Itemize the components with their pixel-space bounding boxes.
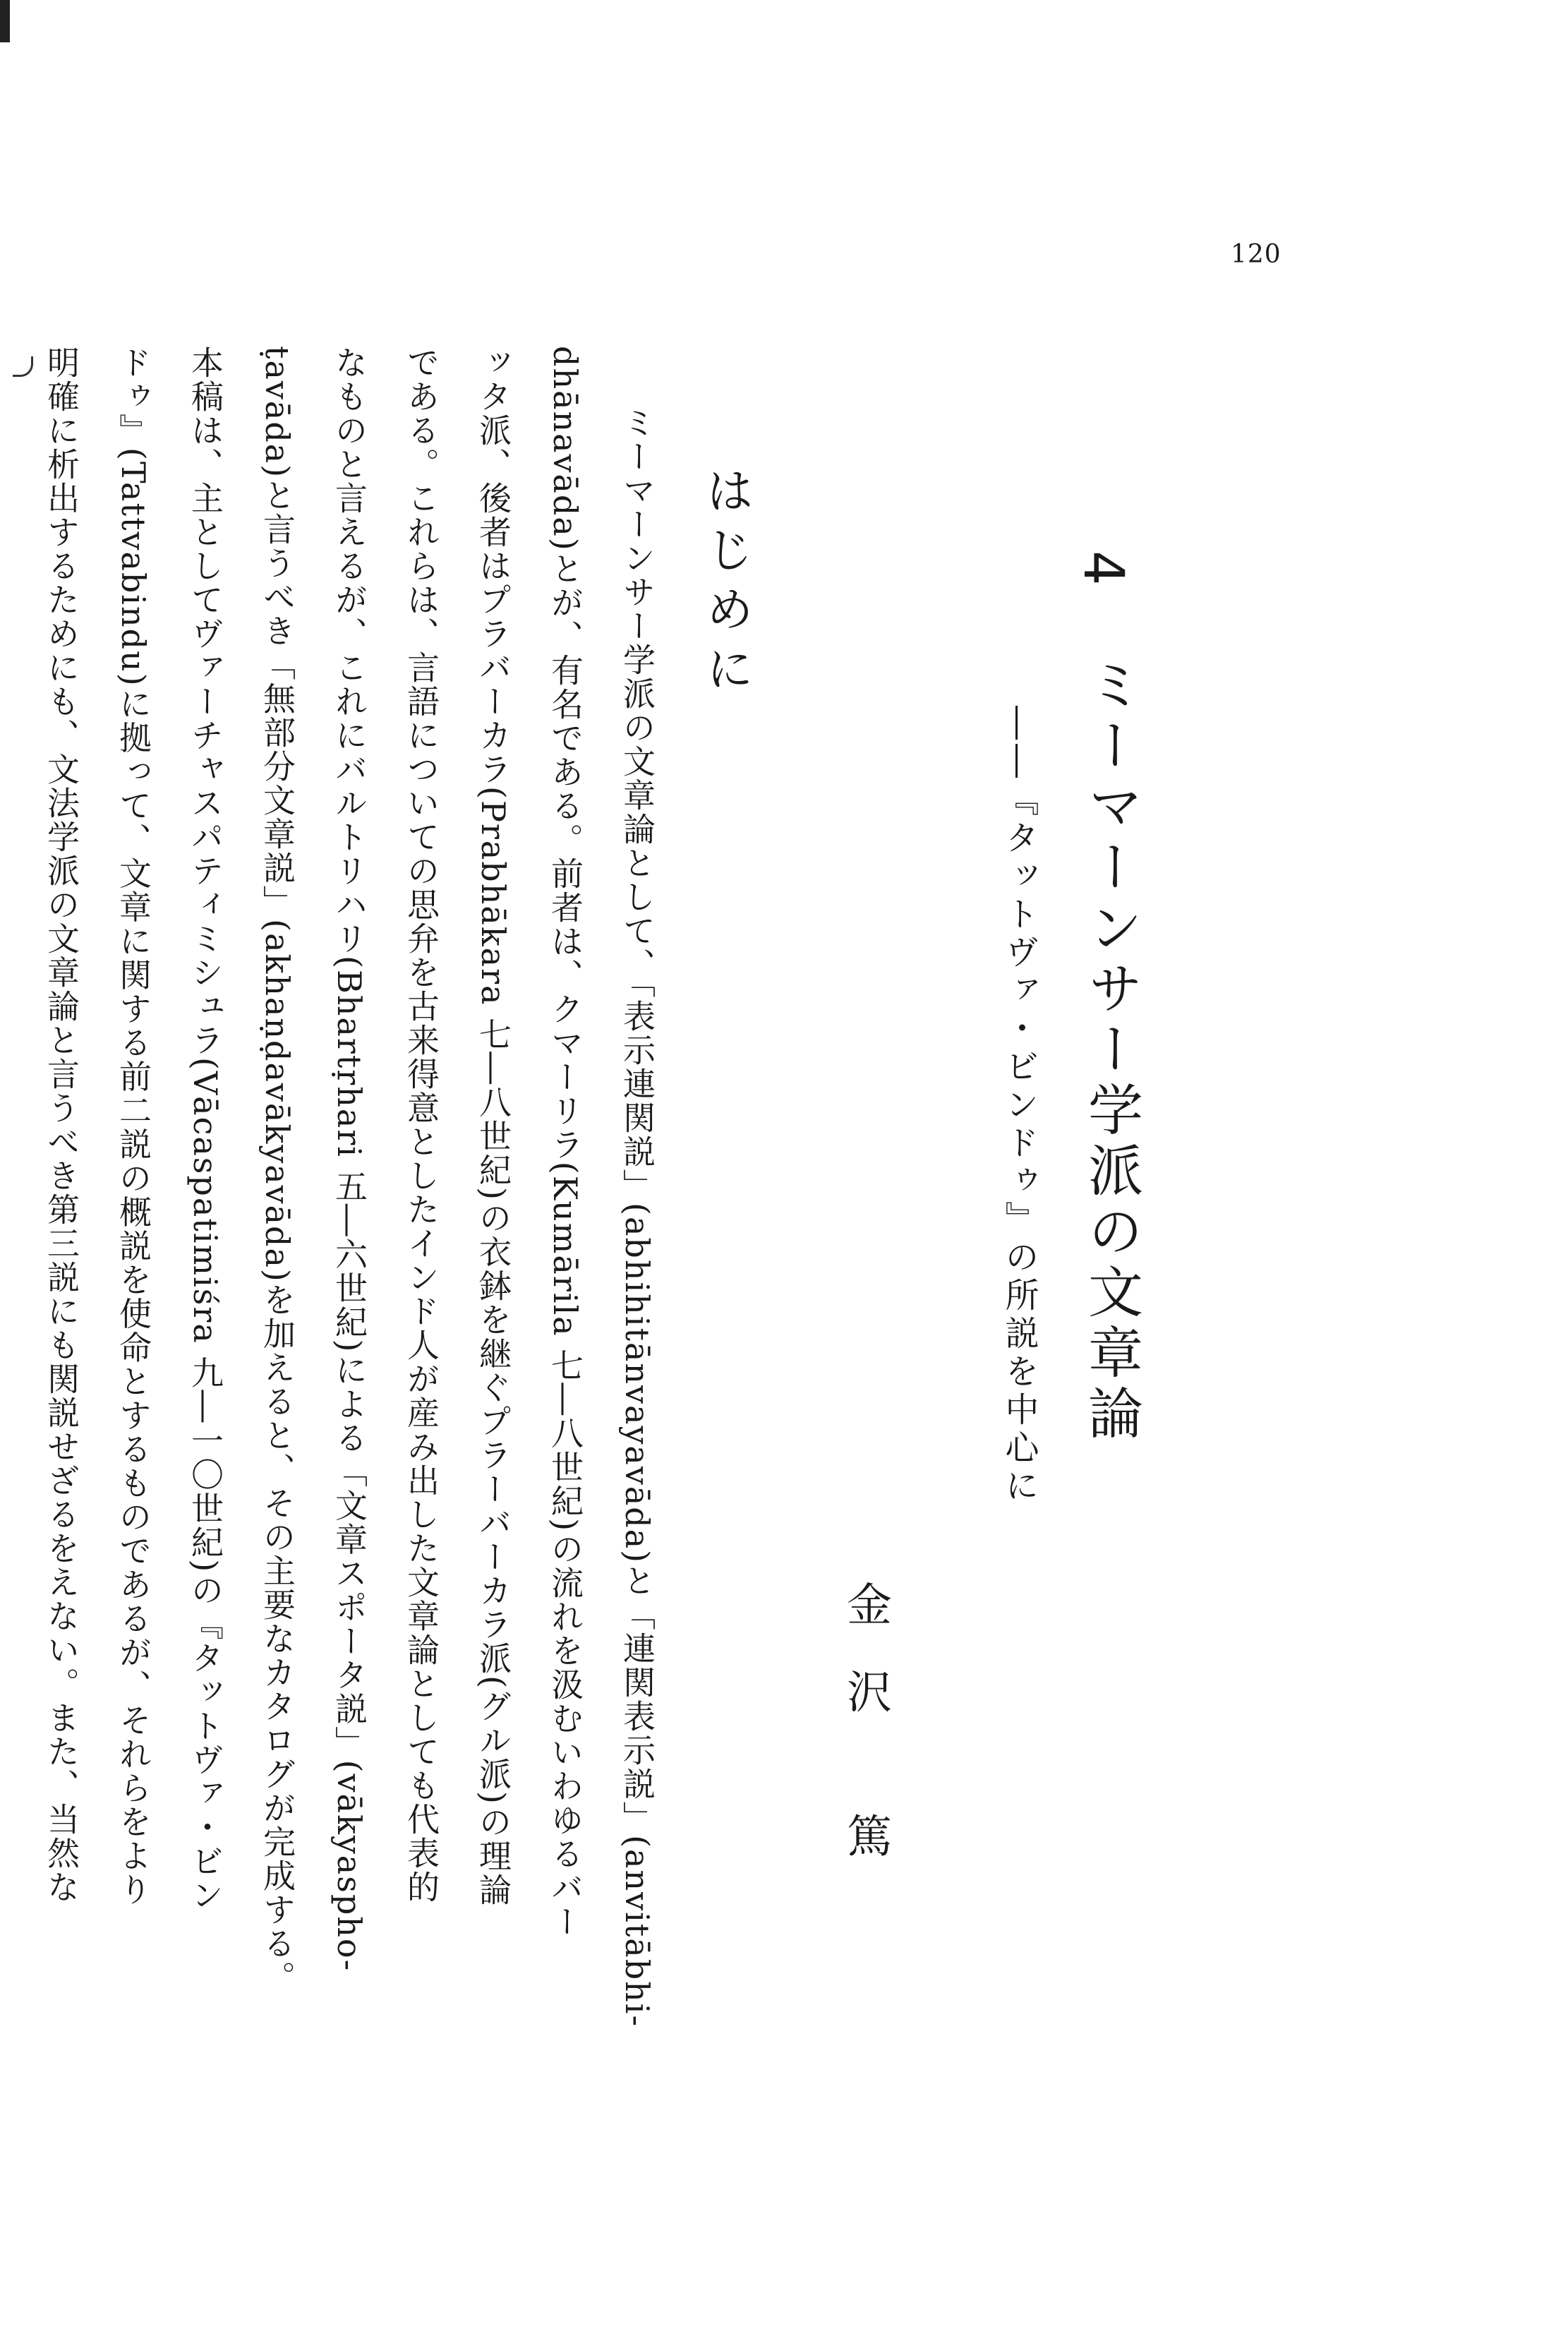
chapter-subtitle: ――『タットヴァ・ビンドゥ』の所説を中心に: [999, 706, 1039, 1506]
body-line: 本稿は、主としてヴァーチャスパティミシュラ(Vācaspatimiśra 九―一〇世紀)の『タットヴァ・ビン: [186, 346, 224, 1913]
section-heading: はじめに: [698, 466, 754, 703]
body-line: ドゥ』(Tattvabindu)に拠って、文章に関する前二説の概説を使命とするものであるが、それらをより: [114, 346, 152, 1907]
body-line: ッタ派、後者はプラバーカラ(Prabhākara 七―八世紀)の衣鉢を継ぐプラーバーカラ派(グル派)の理論: [474, 346, 512, 1907]
body-line: ṭavāda)と言うべき「無部分文章説」(akhaṇḍavākyavāda)を加えると、その主要なカタログが完成する。: [258, 346, 296, 1994]
page-number: 120: [1231, 240, 1281, 269]
chapter-title: ミーマーンサー学派の文章論: [1079, 656, 1142, 1445]
body-line: ミーマーンサー学派の文章論として、「表示連関説」(abhihitānvayavāda)と「連関表示説」(anvitābhi-: [618, 406, 656, 2028]
chapter-number: 4: [1071, 550, 1135, 586]
body-line: 明確に析出するためにも、文法学派の文章論と言うべき第三説にも関説せざるをえない。また、当然な: [42, 346, 80, 1904]
author-name: 金沢 篤: [839, 1581, 891, 1901]
scan-edge-mark: [0, 0, 10, 42]
scan-margin-mark: [13, 356, 33, 377]
body-line: dhānavāda)とが、有名である。前者は、クマーリラ(Kumārila 七―八世紀)の流れを汲むいわゆるバー: [546, 346, 584, 1939]
body-line: である。これらは、言語についての思弁を古来得意としたインド人が産み出した文章論としても代表的: [402, 346, 440, 1904]
body-line: なものと言えるが、これにバルトリハリ(Bhartṛhari 五―六世紀)による「文章スポータ説」(vākyaspho-: [330, 346, 368, 1973]
